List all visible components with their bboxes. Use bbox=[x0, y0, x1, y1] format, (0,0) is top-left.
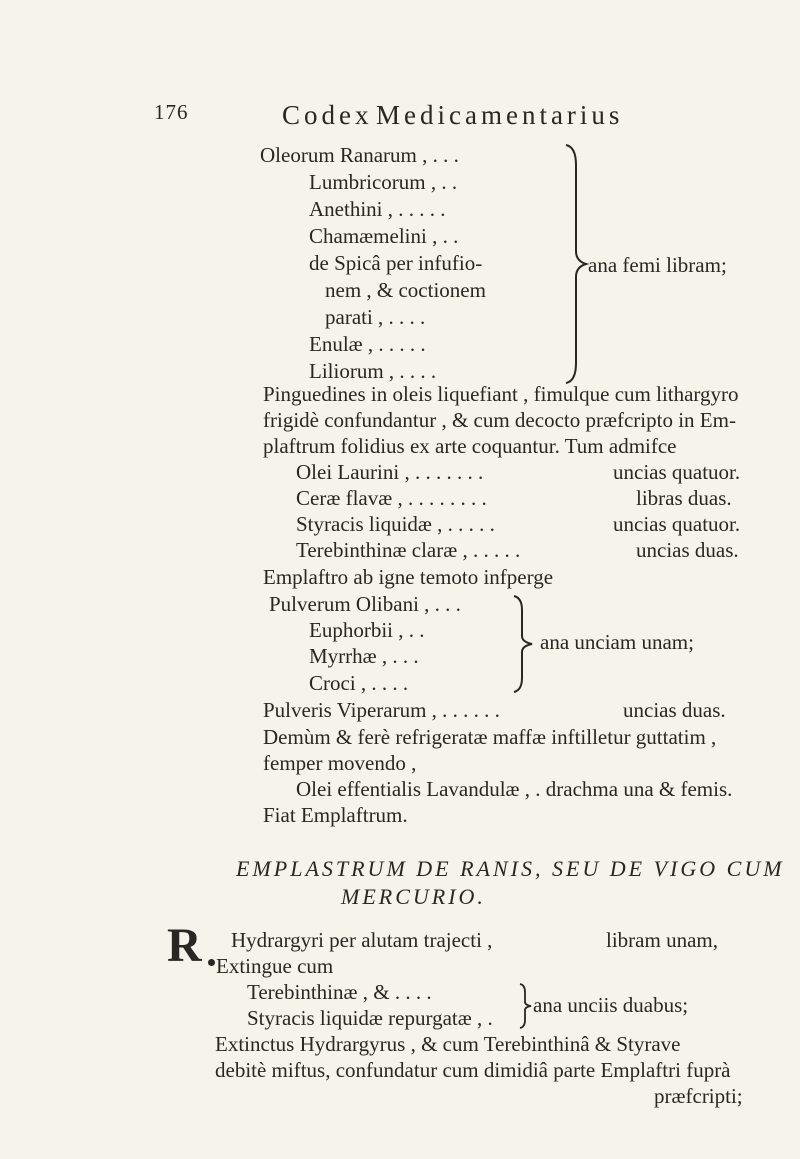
oil-item: Enulæ , . . . . . bbox=[309, 332, 426, 356]
curly-brace-icon bbox=[510, 594, 536, 694]
powder-item: Pulverum Olibani , . . . bbox=[269, 592, 461, 616]
running-title-second: Medicamentarius bbox=[376, 100, 624, 130]
oil-item: Liliorum , . . . . bbox=[309, 359, 437, 383]
curly-brace-icon bbox=[560, 143, 590, 385]
oil-item: Oleorum Ranarum , . . . bbox=[260, 143, 459, 167]
recipe-title-continued: MERCURIO. bbox=[341, 884, 486, 909]
ingredient-dose: uncias duas. bbox=[636, 538, 739, 562]
paragraph-line: Olei effentialis Lavandulæ , . drachma una & femis. bbox=[296, 777, 733, 801]
oil-item: de Spicâ per infufio- bbox=[309, 251, 483, 275]
ingredient-dose: libras duas. bbox=[636, 486, 732, 510]
ingredient-name: Terebinthinæ claræ , . . . . . bbox=[296, 538, 521, 562]
rx-dot-icon bbox=[208, 959, 215, 966]
paragraph-line: Demùm & ferè refrigeratæ maffæ inftilletur guttatim , bbox=[263, 725, 717, 749]
ingredient-name: Pulveris Viperarum , . . . . . . bbox=[263, 698, 500, 722]
ingredients-dose: ana unciis duabus; bbox=[533, 993, 689, 1017]
paragraph-line: plaftrum folidius ex arte coquantur. Tum admifce bbox=[263, 434, 677, 458]
oil-item: Chamæmelini , . . bbox=[309, 224, 459, 248]
ingredient-name: Terebinthinæ , & . . . . bbox=[247, 980, 432, 1004]
ingredient-dose: libram unam, bbox=[606, 928, 718, 952]
powder-item: Croci , . . . . bbox=[309, 671, 409, 695]
paragraph-line: Fiat Emplaftrum. bbox=[263, 803, 408, 827]
powder-item: Euphorbii , . . bbox=[309, 618, 425, 642]
paragraph-line: Pinguedines in oleis liquefiant , fimulque cum lithargyro bbox=[263, 382, 739, 406]
ingredient-dose: uncias quatuor. bbox=[613, 460, 741, 484]
oil-item: Lumbricorum , . . bbox=[309, 170, 458, 194]
oil-item: Anethini , . . . . . bbox=[309, 197, 446, 221]
paragraph-line: Extinctus Hydrargyrus , & cum Terebinthinâ & Styrave bbox=[215, 1032, 681, 1056]
running-title-codex bbox=[282, 100, 373, 131]
ingredient-name: Styracis liquidæ , . . . . . bbox=[296, 512, 495, 536]
paragraph-line: Extingue cum bbox=[216, 954, 334, 978]
curly-brace-icon bbox=[518, 982, 534, 1030]
ingredient-name: Hydrargyri per alutam trajecti , bbox=[231, 928, 493, 952]
ingredient-name: Styracis liquidæ repurgatæ , . bbox=[247, 1006, 493, 1030]
page-number: 176 bbox=[154, 100, 189, 124]
running-title-first: Codex bbox=[282, 100, 373, 130]
oil-item: parati , . . . . bbox=[325, 305, 426, 329]
oil-item: nem , & coctionem bbox=[325, 278, 486, 302]
ingredient-name: Olei Laurini , . . . . . . . bbox=[296, 460, 484, 484]
oils-dose: ana femi libram; bbox=[588, 253, 727, 277]
ingredient-dose: uncias quatuor. bbox=[613, 512, 741, 536]
recipe-title: EMPLASTRUM DE RANIS, SEU DE VIGO CUM bbox=[236, 856, 785, 881]
ingredient-name: Ceræ flavæ , . . . . . . . . bbox=[296, 486, 487, 510]
paragraph-line: præfcripti; bbox=[654, 1084, 743, 1108]
paragraph-line: femper movendo , bbox=[263, 751, 417, 775]
powder-item: Myrrhæ , . . . bbox=[309, 644, 419, 668]
paragraph-line: debitè miftus, confundatur cum dimidiâ parte Emplaftri fuprà bbox=[215, 1058, 731, 1082]
running-title-medicamentarius bbox=[376, 100, 623, 131]
paragraph-line: frigidè confundantur , & cum decocto præfcripto in Em- bbox=[263, 408, 736, 432]
paragraph-line: Emplaftro ab igne temoto infperge bbox=[263, 565, 554, 589]
ingredient-dose: uncias duas. bbox=[623, 698, 726, 722]
recipe-rx-icon: R bbox=[167, 919, 202, 972]
powders-dose: ana unciam unam; bbox=[540, 630, 694, 654]
